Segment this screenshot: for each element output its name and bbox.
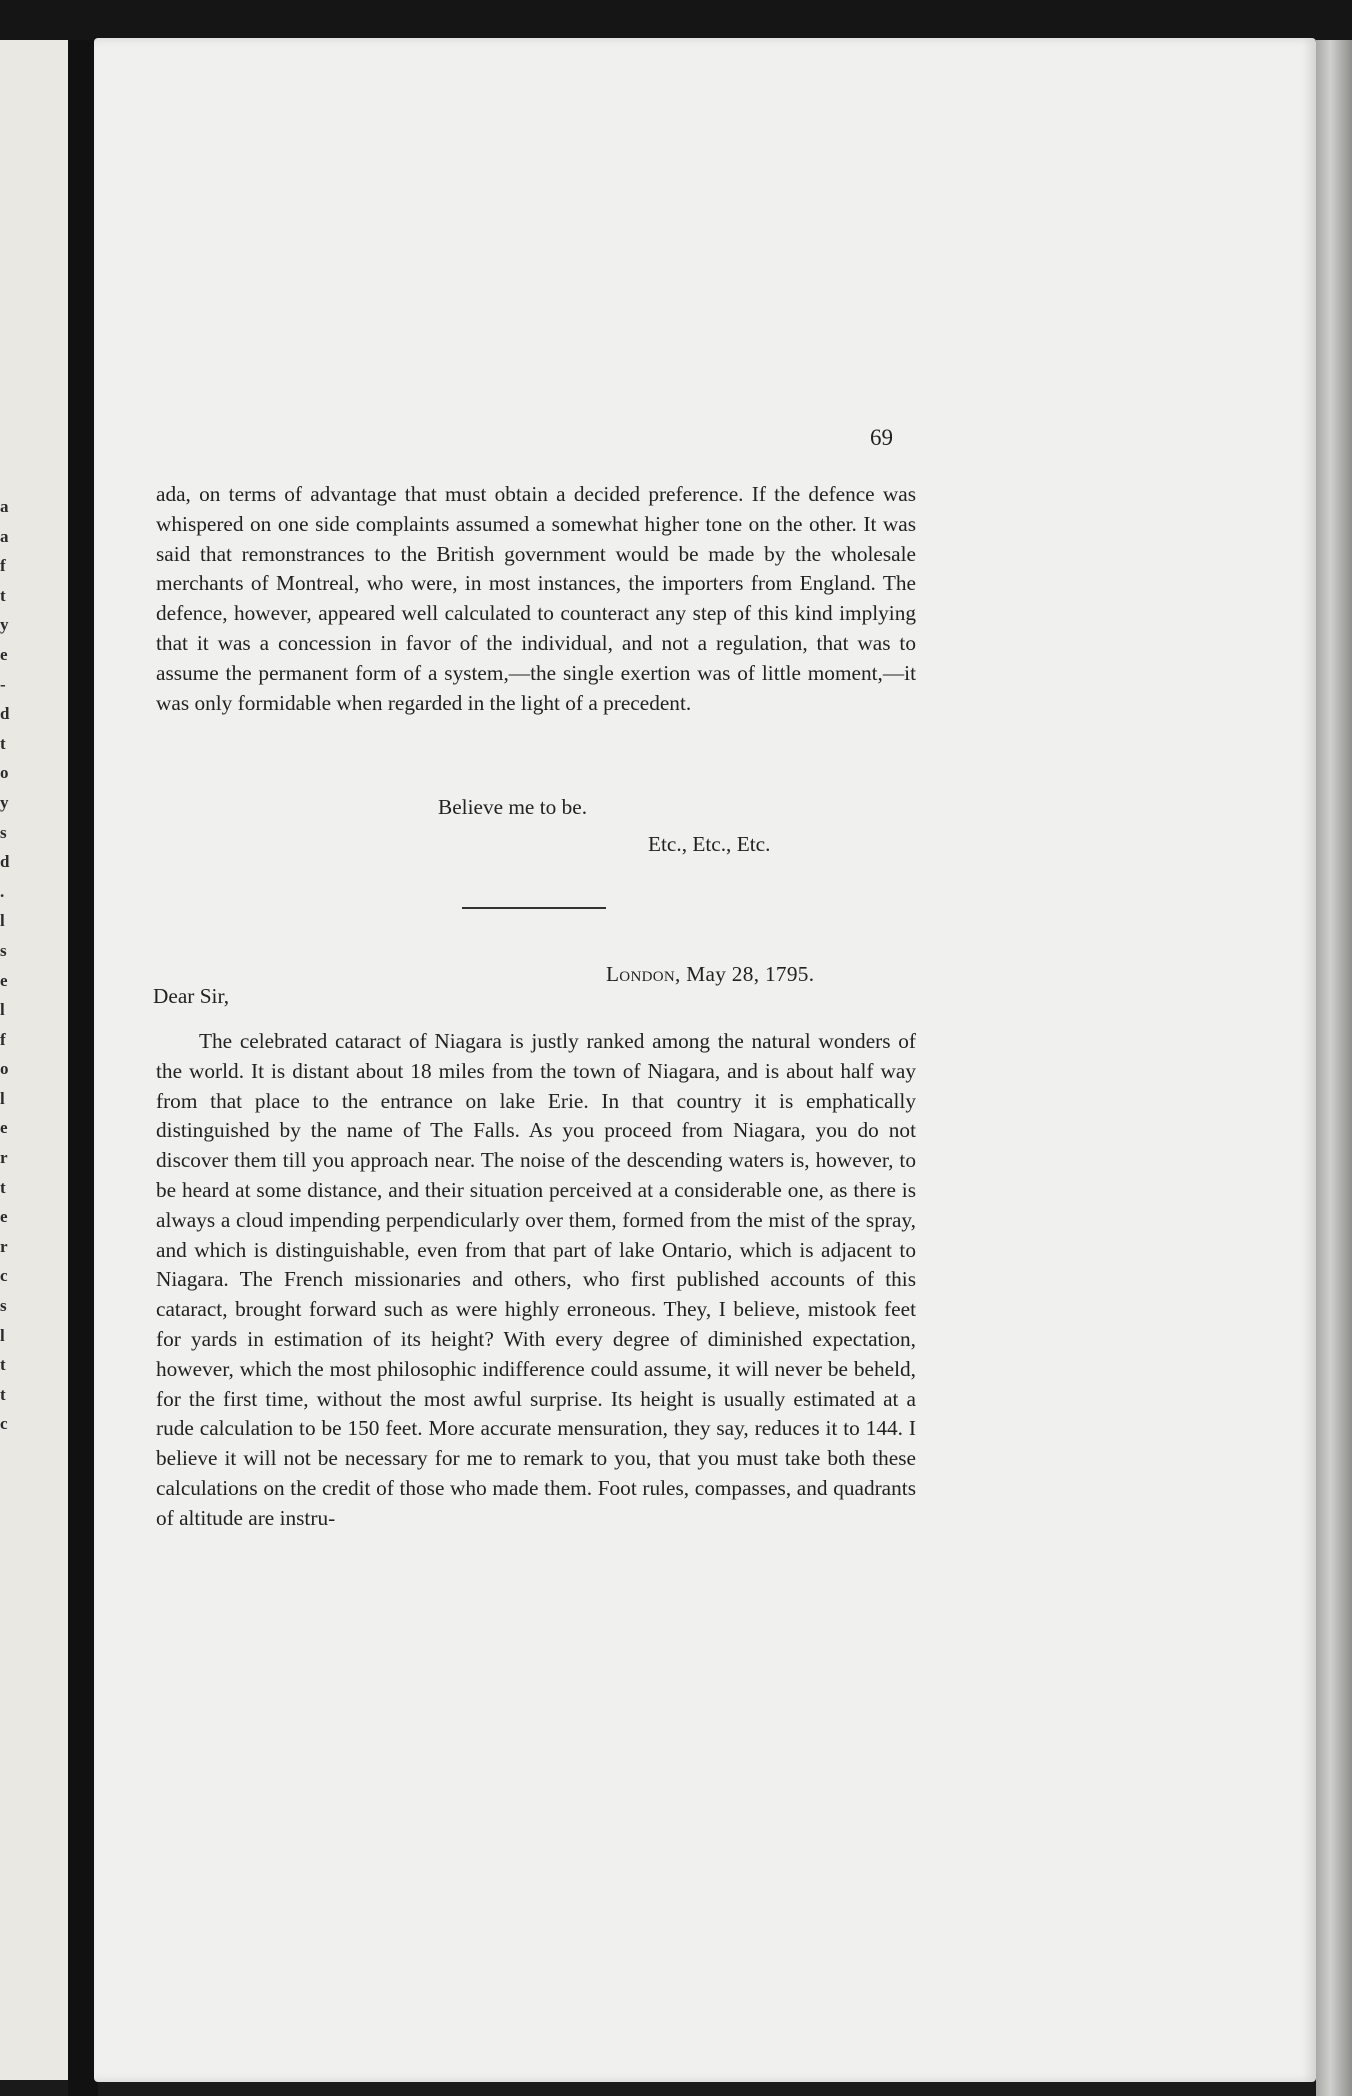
facing-page-fragment: f [0, 1029, 6, 1049]
facing-page-fragment: r [0, 1236, 8, 1256]
facing-page-fragment: s [0, 822, 7, 842]
dateline-date: May 28, 1795. [686, 962, 815, 986]
facing-page-fragment: a [0, 497, 9, 516]
facing-page-fragment: o [0, 1059, 9, 1079]
facing-page-fragment: a [0, 526, 9, 546]
facing-page-fragment: c [0, 1266, 8, 1286]
paragraph-text: The celebrated cataract of Niagara is justly ranked among the natural wonders of the world. It is distant about 18 miles from the town of Niagara, and is about half way from that place to the entrance on lake Erie. In that country it is emphatically distinguished by the name of The Falls. As you proceed from Niagara, you do not discover them till you approach near. The noise of the descending waters is, however, to be heard at some distance, and their situation perceived at a considerable one, as there is always a cloud impending perpendicularly over them, formed from the mist of the spray, and which is distinguishable, even from that part of lake Ontario, which is adjacent to Niagara. The French missionaries and others, who first published accounts of this cataract, brought forward such as were highly erroneous. They, I believe, mistook feet for yards in estimation of its height? With every degree of diminished expectation, however, which the most philosophic indifference could assume, it will never be beheld, for the first time, without the most awful surprise. Its height is usually estimated at a rude calculation to be 150 feet. More accurate mensuration, they say, reduces it to 144. I believe it will not be necessary for me to remark to you, that you must take both these calculations on the credit of those who made them. Foot rules, compasses, and quadrants of altitude are instru- [156, 1029, 916, 1530]
facing-page-fragment: . [0, 881, 5, 901]
scan-top-border [0, 0, 1352, 40]
facing-page-fragment: l [0, 911, 5, 931]
letter-paragraph [156, 1027, 916, 1534]
facing-page-fragment: y [0, 615, 9, 635]
closing-etc: Etc., Etc., Etc. [648, 832, 771, 856]
dateline-place: London, [606, 962, 681, 986]
facing-page-fragment: t [0, 1177, 6, 1197]
facing-page-fragment: o [0, 763, 9, 783]
facing-page-fragment: t [0, 733, 6, 753]
facing-page-fragment: t [0, 1355, 6, 1375]
closing-line: Believe me to be. [438, 795, 588, 819]
page-number: 69 [870, 425, 893, 450]
facing-page-fragment: l [0, 1000, 5, 1020]
letter-salutation: Dear Sir, [153, 984, 230, 1008]
facing-page-fragment: f [0, 556, 6, 576]
letter-paragraph-continued [156, 480, 916, 718]
facing-page-fragment: e [0, 970, 8, 990]
facing-page-fragment: r [0, 1148, 8, 1168]
facing-page-fragment: e [0, 1207, 8, 1227]
facing-page-fragment: c [0, 1414, 8, 1434]
facing-page-fragment: t [0, 585, 6, 605]
facing-page-fragment: l [0, 1088, 5, 1108]
facing-page-fragment: e [0, 644, 8, 664]
page-stack-edge [1316, 40, 1352, 2096]
paragraph-text: ada, on terms of advantage that must obtain a decided preference. If the defence was whispered on one side complaints assumed a somewhat higher tone on the other. It was said that remonstrances to the British government would be made by the wholesale merchants of Montreal, who were, in most instances, the importers from England. The defence, however, appeared well calculated to counteract any step of this kind implying that it was a concession in favor of the individual, and not a regulation, that was to assume the permanent form of a system,—the single exertion was of little moment,—it was only formidable when regarded in the light of a precedent. [156, 482, 916, 715]
facing-page-fragment: s [0, 1296, 7, 1316]
facing-page-fragment: e [0, 1118, 8, 1138]
facing-page-fragment: t [0, 1384, 6, 1404]
section-divider [462, 907, 606, 909]
facing-page-fragment: d [0, 852, 10, 872]
facing-page-fragment: d [0, 704, 10, 724]
facing-page-fragment: y [0, 792, 9, 812]
facing-page-fragment: s [0, 940, 7, 960]
letter-dateline [606, 962, 814, 987]
facing-page-text-fragments [0, 492, 14, 1439]
facing-page-fragment: l [0, 1325, 5, 1345]
facing-page-edge [0, 40, 68, 2080]
facing-page-fragment: - [0, 674, 6, 694]
